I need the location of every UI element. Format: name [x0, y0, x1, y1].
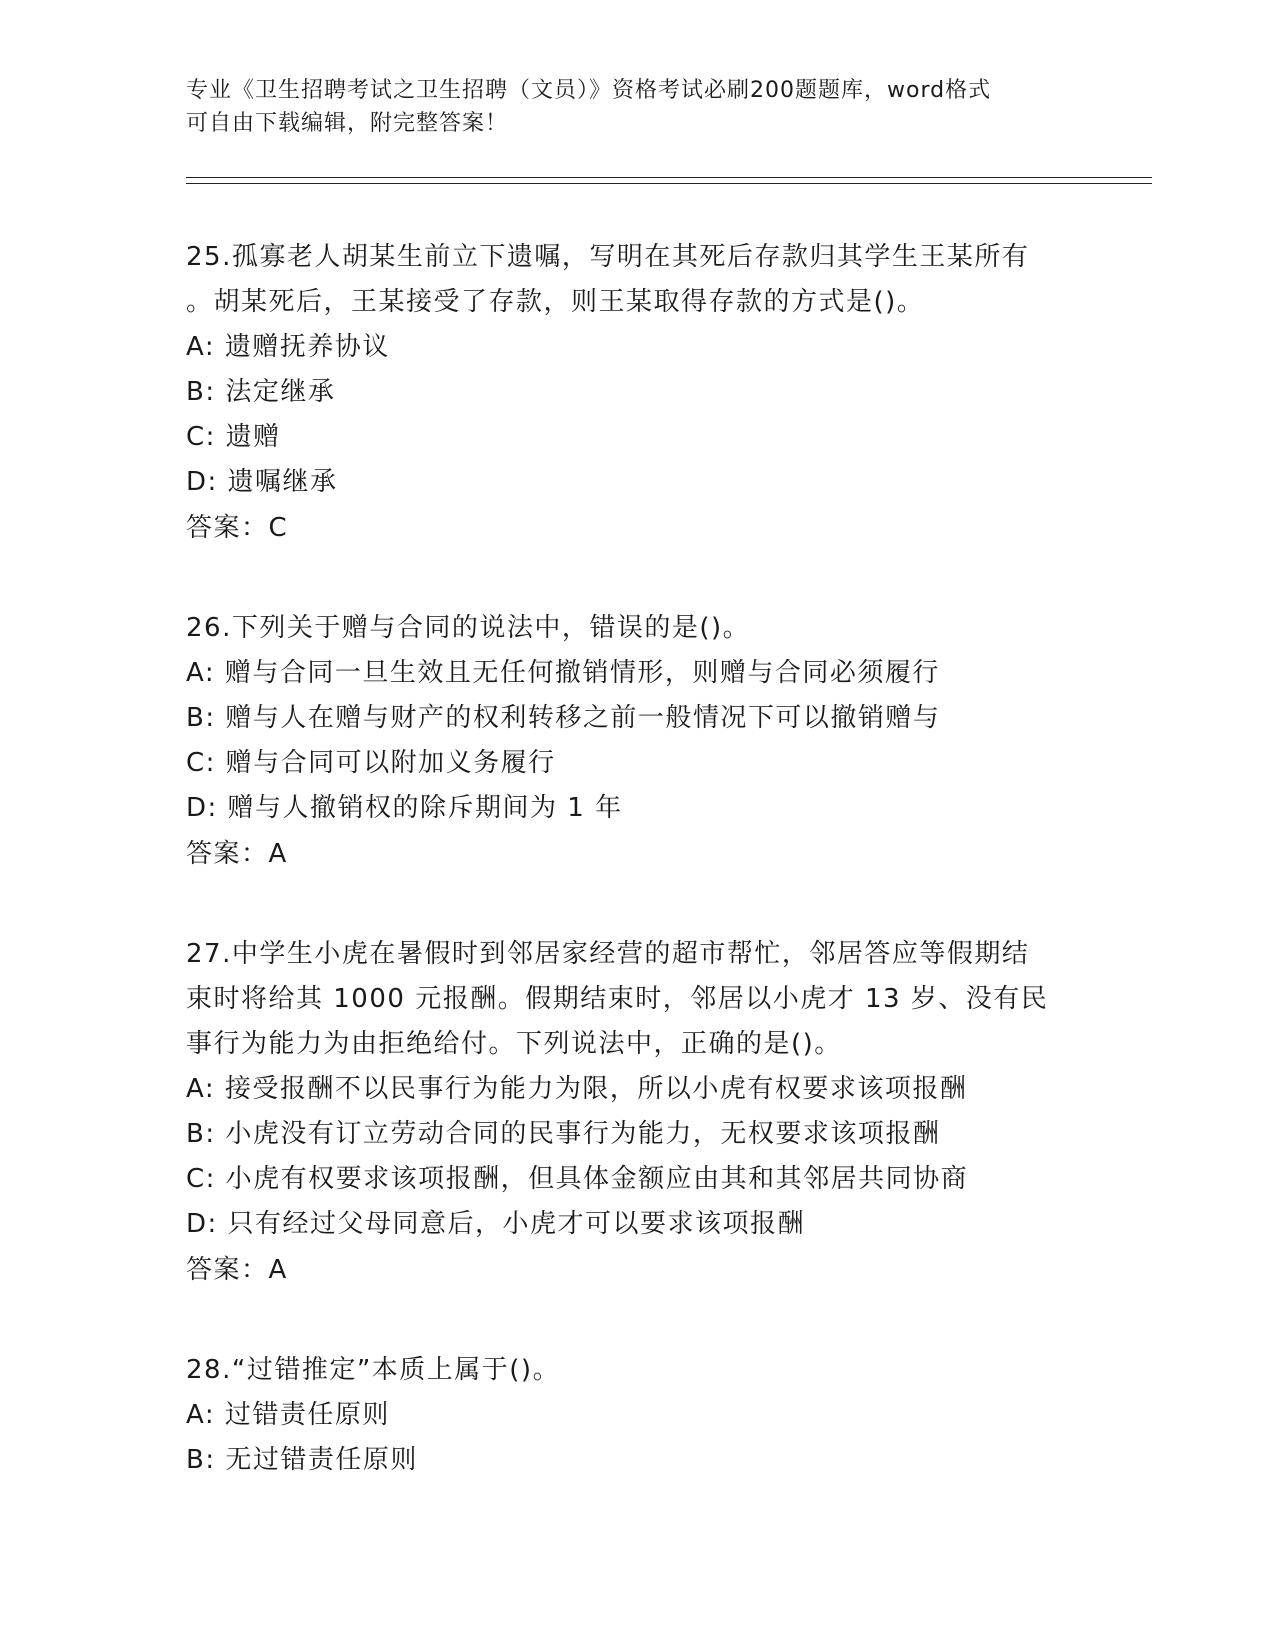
question-text-line: 25.孤寡老人胡某生前立下遗嘱，写明在其死后存款归其学生王某所有 [186, 242, 1030, 272]
question-text-line: 束时将给其 1000 元报酬。假期结束时，邻居以小虎才 13 岁、没有民 [186, 984, 1049, 1014]
option-c: C: 赠与合同可以附加义务履行 [186, 748, 556, 778]
document-header [186, 74, 1066, 140]
question-text-line: 27.中学生小虎在暑假时到邻居家经营的超市帮忙，邻居答应等假期结 [186, 939, 1030, 969]
question-text-line: 。胡某死后，王某接受了存款，则王某取得存款的方式是()。 [186, 287, 925, 317]
option-d: D: 赠与人撤销权的除斥期间为 1 年 [186, 793, 623, 823]
header-line-1: 专业《卫生招聘考试之卫生招聘（文员）》资格考试必刷200题题库，word格式 [186, 78, 992, 103]
answer-line: 答案：C [186, 513, 289, 543]
option-b: B: 小虎没有订立劳动合同的民事行为能力，无权要求该项报酬 [186, 1119, 941, 1149]
question-27 [186, 932, 1086, 1293]
question-26 [186, 606, 1086, 877]
option-a: A: 赠与合同一旦生效且无任何撤销情形，则赠与合同必须履行 [186, 658, 940, 688]
answer-line: 答案：A [186, 839, 288, 869]
option-b: B: 无过错责任原则 [186, 1445, 418, 1475]
option-d: D: 遗嘱继承 [186, 467, 338, 497]
question-list [186, 235, 1086, 1538]
option-a: A: 遗赠抚养协议 [186, 332, 390, 362]
option-c: C: 小虎有权要求该项报酬，但具体金额应由其和其邻居共同协商 [186, 1164, 969, 1194]
header-divider-top [186, 177, 1152, 178]
option-c: C: 遗赠 [186, 422, 281, 452]
option-b: B: 赠与人在赠与财产的权利转移之前一般情况下可以撤销赠与 [186, 703, 941, 733]
question-25 [186, 235, 1086, 551]
option-b: B: 法定继承 [186, 377, 336, 407]
option-a: A: 接受报酬不以民事行为能力为限，所以小虎有权要求该项报酬 [186, 1074, 968, 1104]
answer-line: 答案：A [186, 1255, 288, 1285]
option-a: A: 过错责任原则 [186, 1400, 390, 1430]
header-line-2: 可自由下载编辑，附完整答案！ [186, 111, 509, 136]
question-text-line: 事行为能力为由拒绝给付。下列说法中，正确的是()。 [186, 1029, 842, 1059]
option-d: D: 只有经过父母同意后，小虎才可以要求该项报酬 [186, 1209, 806, 1239]
question-28 [186, 1348, 1086, 1483]
question-text-line: 28.“过错推定”本质上属于()。 [186, 1355, 561, 1385]
header-divider-bottom [186, 183, 1152, 184]
question-text-line: 26.下列关于赠与合同的说法中，错误的是()。 [186, 613, 751, 643]
